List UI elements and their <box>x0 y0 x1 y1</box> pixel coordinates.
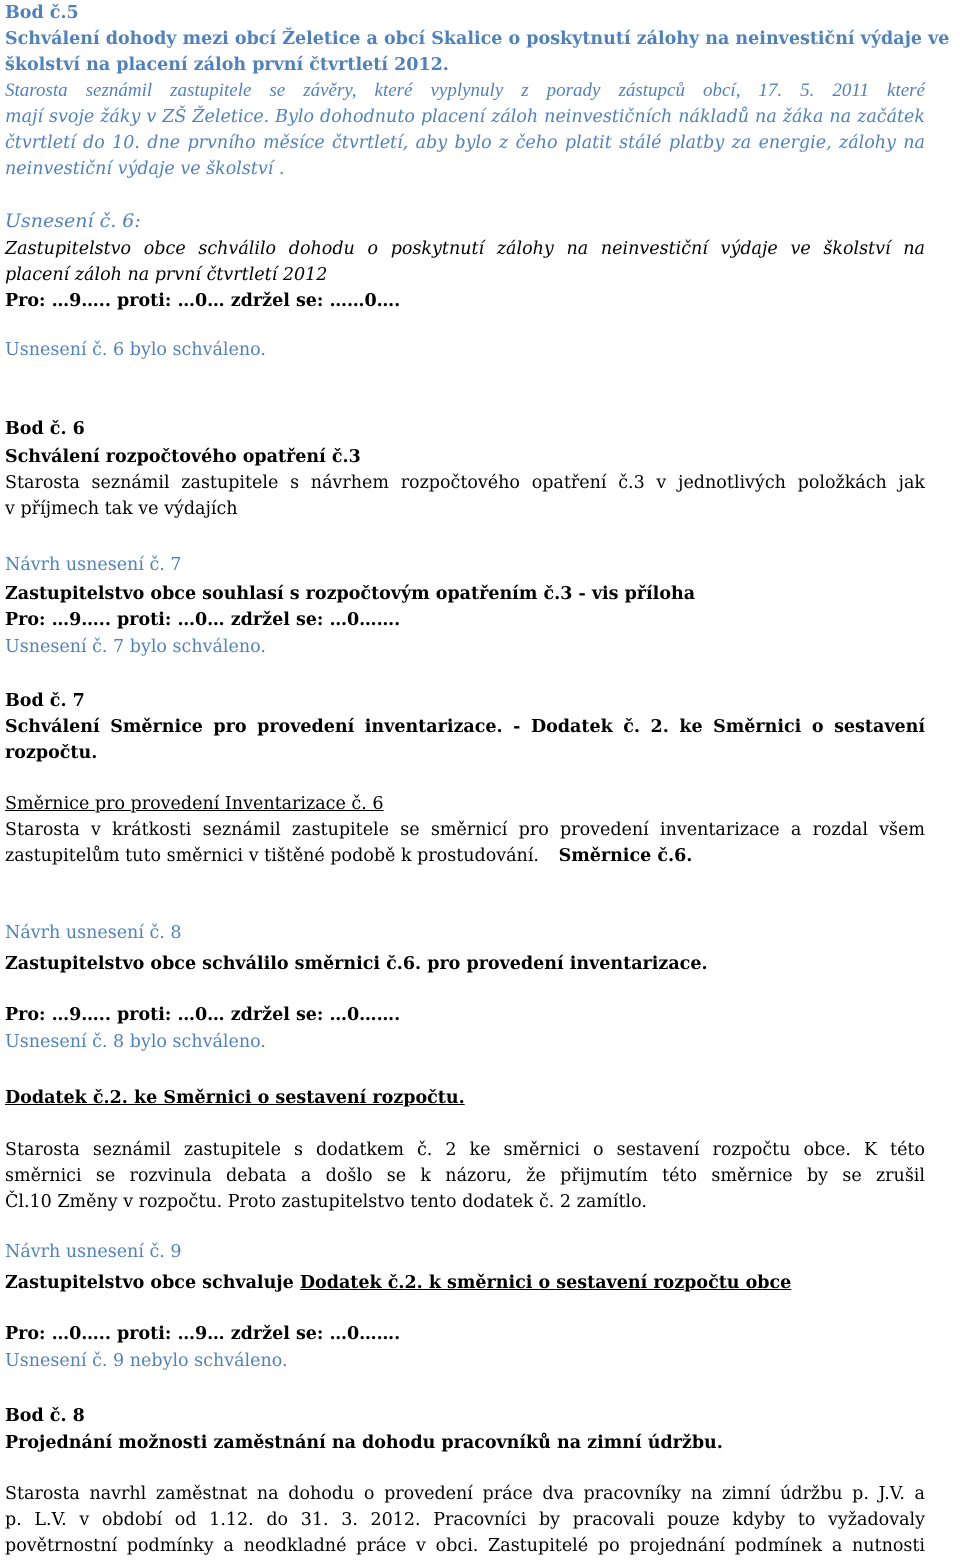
subsection-title: Směrnice pro provedení Inventarizace č. 6 <box>5 794 384 814</box>
section-title-bod-7: Schválení Směrnice pro provedení inventarizace. - Dodatek č. 2. ke Směrnici o sestavení <box>5 717 925 737</box>
section-title-bod-6: Schválení rozpočtového opatření č.3 <box>5 447 361 467</box>
paragraph-line: Starosta seznámil zastupitele se závěry, které vyplynuly z porady zástupců obcí, 17. 5. 2011 které <box>5 80 925 101</box>
subsection-title: Dodatek č.2. ke Směrnici o sestavení rozpočtu. <box>5 1088 465 1108</box>
proposal-text: Zastupitelstvo obce schválilo směrnici č.6. pro provedení inventarizace. <box>5 954 708 974</box>
paragraph-line: neinvestiční výdaje ve školství . <box>5 159 285 179</box>
paragraph-line: směrnici se rozvinula debata a došlo se k názoru, že přijmutím této směrnice by se zrušil <box>5 1166 925 1186</box>
resolution-status: Usnesení č. 6 bylo schváleno. <box>5 340 266 360</box>
section-heading-bod-8: Bod č. 8 <box>5 1406 85 1426</box>
paragraph-line: Starosta seznámil zastupitele s návrhem rozpočtového opatření č.3 v jednotlivých položkách jak <box>5 473 925 493</box>
proposal-text <box>5 1270 925 1296</box>
resolution-text: placení záloh na první čtvrtletí 2012 <box>5 265 328 285</box>
section-heading-bod-7: Bod č. 7 <box>5 691 85 711</box>
vote-result: Pro: …0….. proti: …9… zdržel se: …0……. <box>5 1324 401 1344</box>
proposal-text-underlined: Dodatek č.2. k směrnici o sestavení rozpočtu obce <box>299 1273 792 1293</box>
vote-result: Pro: …9….. proti: …0… zdržel se: ……0…. <box>5 291 401 311</box>
resolution-status: Usnesení č. 9 nebylo schváleno. <box>5 1351 288 1371</box>
section-heading-bod-5: Bod č.5 <box>5 3 79 23</box>
paragraph-line: p. L.V. v období od 1.12. do 31. 3. 2012. Pracovníci by pracovali pouze kdyby to vyžadovaly <box>5 1510 925 1530</box>
paragraph-line: Starosta seznámil zastupitele s dodatkem č. 2 ke směrnici o sestavení rozpočtu obce. K této <box>5 1140 925 1160</box>
vote-result: Pro: …9….. proti: …0… zdržel se: …0……. <box>5 610 401 630</box>
paragraph-line: mají svoje žáky v ZŠ Želetice. Bylo dohodnuto placení záloh neinvestičních nákladů na žáka na začátek <box>5 107 925 127</box>
resolution-text: Zastupitelstvo obce schválilo dohodu o poskytnutí zálohy na neinvestiční výdaje ve školství na <box>5 239 925 259</box>
proposal-heading: Návrh usnesení č. 9 <box>5 1242 182 1262</box>
resolution-heading: Usnesení č. 6: <box>5 210 141 232</box>
proposal-heading: Návrh usnesení č. 7 <box>5 555 182 575</box>
section-heading-bod-6: Bod č. 6 <box>5 419 85 439</box>
paragraph-line: Starosta v krátkosti seznámil zastupitele se směrnicí pro provedení inventarizace a rozdal všem <box>5 820 925 840</box>
paragraph-emphasis: Směrnice č.6. <box>558 846 693 866</box>
paragraph-line: čtvrtletí do 10. dne prvního měsíce čtvrtletí, aby bylo z čeho platit stálé platby za energie, zálohy na <box>5 133 925 153</box>
resolution-status: Usnesení č. 7 bylo schváleno. <box>5 637 266 657</box>
paragraph-line: Čl.10 Změny v rozpočtu. Proto zastupitelstvo tento dodatek č. 2 zamítlo. <box>5 1192 647 1212</box>
section-title-bod-7-cont: rozpočtu. <box>5 743 98 763</box>
proposal-heading: Návrh usnesení č. 8 <box>5 923 182 943</box>
proposal-text: Zastupitelstvo obce souhlasí s rozpočtovým opatřením č.3 - vis příloha <box>5 584 696 604</box>
paragraph-text: zastupitelům tuto směrnici v tištěné podobě k prostudování. <box>5 846 539 866</box>
paragraph-line <box>5 843 925 869</box>
vote-result: Pro: …9….. proti: …0… zdržel se: …0……. <box>5 1005 401 1025</box>
paragraph-line: povětrnostní podmínky a neodkladné práce v obci. Zastupitelé po projednání podmínek a nutnosti <box>5 1536 925 1556</box>
paragraph-line: Starosta navrhl zaměstnat na dohodu o provedení práce dva pracovníky na zimní údržbu p. J.V. a <box>5 1484 925 1504</box>
resolution-status: Usnesení č. 8 bylo schváleno. <box>5 1032 266 1052</box>
section-title-bod-5: Schválení dohody mezi obcí Želetice a obcí Skalice o poskytnutí zálohy na neinvestiční výdaje ve <box>5 29 950 49</box>
proposal-text-prefix: Zastupitelstvo obce schvaluje <box>5 1273 300 1293</box>
section-title-bod-5-cont: školství na placení záloh první čtvrtletí 2012. <box>5 55 449 75</box>
section-title-bod-8: Projednání možnosti zaměstnání na dohodu pracovníků na zimní údržbu. <box>5 1433 723 1453</box>
paragraph-line: v příjmech tak ve výdajích <box>5 499 238 519</box>
